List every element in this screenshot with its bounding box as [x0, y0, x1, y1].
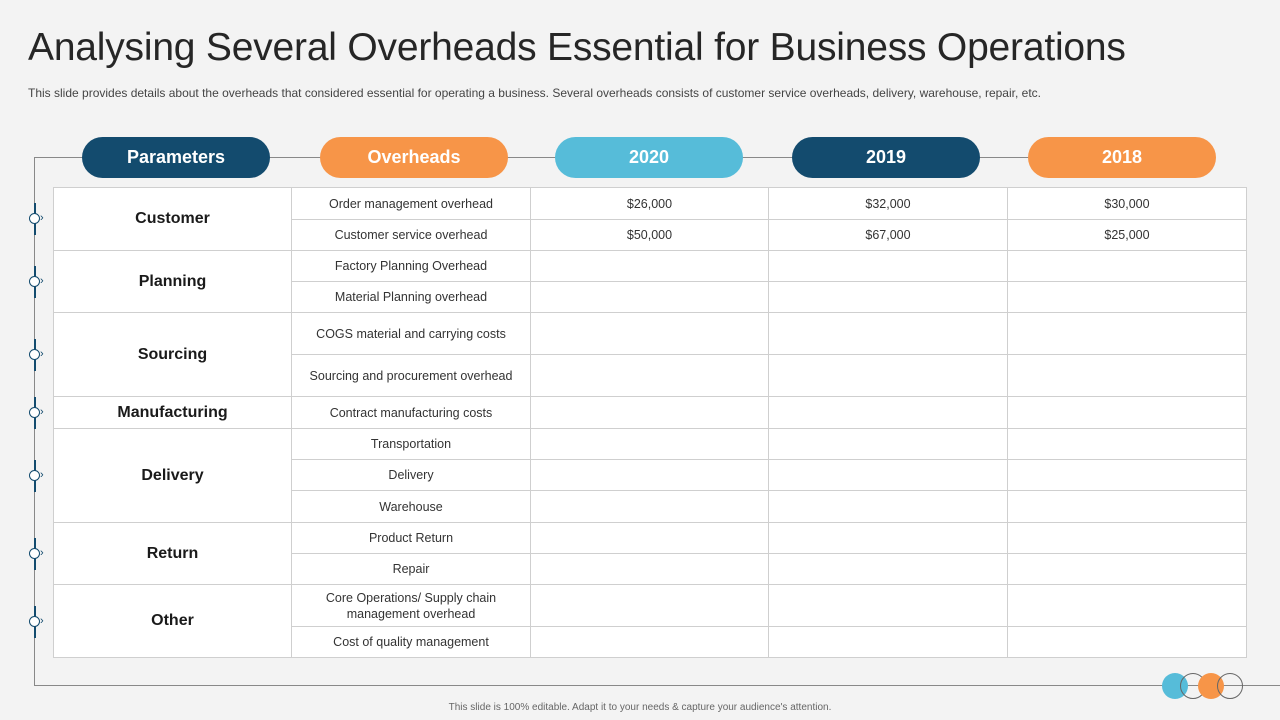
header-pill-parameters: Parameters [82, 137, 270, 178]
param-delivery: Delivery [54, 429, 292, 523]
value-2019-cell [769, 554, 1008, 585]
value-2020-cell [531, 251, 769, 282]
overhead-cell: Transportation [292, 429, 531, 460]
value-2018-cell [1008, 627, 1247, 658]
value-2019-cell [769, 585, 1008, 627]
value-2018-cell [1008, 355, 1247, 397]
overhead-cell: Repair [292, 554, 531, 585]
table-row [54, 251, 1247, 282]
table-row [54, 429, 1247, 460]
table-row [54, 585, 1247, 627]
value-2018-cell [1008, 313, 1247, 355]
value-2018-cell [1008, 523, 1247, 554]
overhead-cell: Cost of quality management [292, 627, 531, 658]
frame-bottom-line [34, 685, 1280, 686]
value-2018-cell [1008, 397, 1247, 429]
value-2020-cell [531, 313, 769, 355]
header-pill-overheads: Overheads [320, 137, 508, 178]
overhead-cell: Sourcing and procurement overhead [292, 355, 531, 397]
timeline-marker-icon: › [26, 606, 44, 638]
value-2020-cell [531, 397, 769, 429]
value-2019-cell [769, 523, 1008, 554]
value-2018-cell: $30,000 [1008, 188, 1247, 220]
value-2019-cell [769, 460, 1008, 491]
table-row [54, 188, 1247, 220]
footer-note: This slide is 100% editable. Adapt it to your needs & capture your audience's attention. [448, 702, 832, 713]
value-2019-cell [769, 397, 1008, 429]
overhead-cell: Factory Planning Overhead [292, 251, 531, 282]
table-row [54, 397, 1247, 429]
value-2018-cell [1008, 429, 1247, 460]
overhead-cell: Contract manufacturing costs [292, 397, 531, 429]
overhead-cell: Warehouse [292, 491, 531, 523]
value-2019-cell [769, 313, 1008, 355]
value-2020-cell [531, 554, 769, 585]
overhead-cell: Delivery [292, 460, 531, 491]
timeline-marker-icon: › [26, 203, 44, 235]
timeline-marker-icon: › [26, 538, 44, 570]
value-2020-cell [531, 491, 769, 523]
overhead-cell: Product Return [292, 523, 531, 554]
value-2020-cell [531, 585, 769, 627]
value-2020-cell [531, 627, 769, 658]
value-2019-cell [769, 251, 1008, 282]
overhead-cell: COGS material and carrying costs [292, 313, 531, 355]
value-2018-cell [1008, 554, 1247, 585]
value-2018-cell: $25,000 [1008, 220, 1247, 251]
overheads-table [53, 187, 1247, 658]
value-2020-cell [531, 429, 769, 460]
table-row [54, 523, 1247, 554]
value-2019-cell [769, 491, 1008, 523]
value-2020-cell [531, 355, 769, 397]
value-2018-cell [1008, 491, 1247, 523]
value-2018-cell [1008, 251, 1247, 282]
param-manufacturing: Manufacturing [54, 397, 292, 429]
timeline-marker-icon: › [26, 266, 44, 298]
overhead-cell: Customer service overhead [292, 220, 531, 251]
param-other: Other [54, 585, 292, 658]
timeline-marker-icon: › [26, 397, 44, 429]
value-2018-cell [1008, 460, 1247, 491]
page-title: Analysing Several Overheads Essential for Business Operations [28, 26, 1126, 69]
value-2018-cell [1008, 585, 1247, 627]
overhead-cell: Material Planning overhead [292, 282, 531, 313]
timeline-marker-icon: › [26, 339, 44, 371]
timeline-marker-icon: › [26, 460, 44, 492]
value-2020-cell [531, 282, 769, 313]
param-customer: Customer [54, 188, 292, 251]
value-2018-cell [1008, 282, 1247, 313]
value-2019-cell [769, 282, 1008, 313]
value-2020-cell [531, 523, 769, 554]
value-2019-cell [769, 627, 1008, 658]
header-pill-2020: 2020 [555, 137, 743, 178]
overhead-cell: Core Operations/ Supply chain management overhead [292, 585, 531, 627]
param-planning: Planning [54, 251, 292, 313]
value-2020-cell: $26,000 [531, 188, 769, 220]
param-sourcing: Sourcing [54, 313, 292, 397]
value-2019-cell: $67,000 [769, 220, 1008, 251]
value-2019-cell [769, 429, 1008, 460]
page-subtitle: This slide provides details about the overheads that considered essential for operating a business. Several overheads consists of customer service overheads, delivery, warehouse, repair, etc. [28, 86, 1041, 100]
value-2020-cell [531, 460, 769, 491]
header-pill-2018: 2018 [1028, 137, 1216, 178]
table-row [54, 313, 1247, 355]
header-pill-2019: 2019 [792, 137, 980, 178]
value-2019-cell [769, 355, 1008, 397]
param-return: Return [54, 523, 292, 585]
deco-circle-outline-icon [1217, 673, 1243, 699]
overhead-cell: Order management overhead [292, 188, 531, 220]
value-2020-cell: $50,000 [531, 220, 769, 251]
value-2019-cell: $32,000 [769, 188, 1008, 220]
